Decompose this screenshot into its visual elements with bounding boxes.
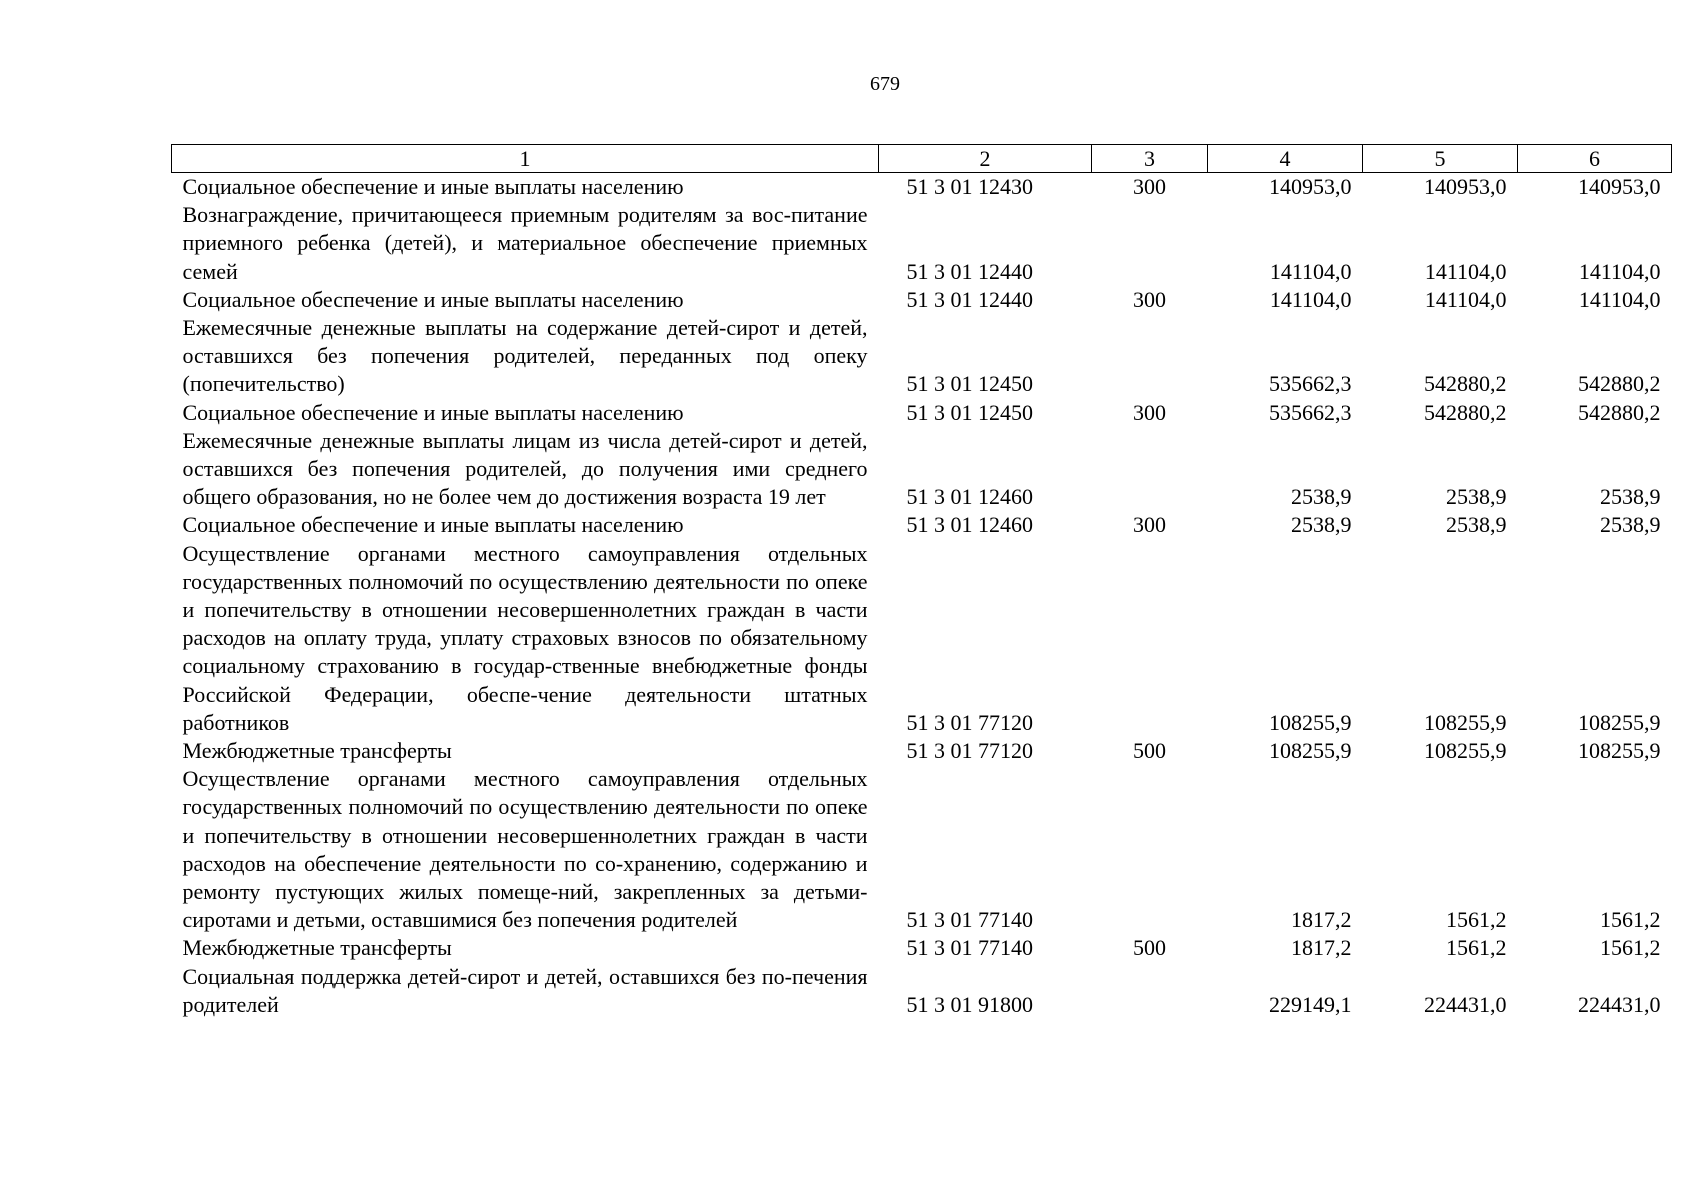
- row-name: Социальное обеспечение и иные выплаты населению: [182, 512, 684, 538]
- row-value-6: 1561,2: [1600, 935, 1661, 961]
- row-value-4: 141104,0: [1269, 286, 1352, 312]
- row-name: Межбюджетные трансферты: [182, 738, 452, 764]
- row-code: 51 3 01 77120: [906, 738, 1033, 764]
- row-code: 51 3 01 77140: [906, 907, 1033, 933]
- page-number: 679: [870, 73, 900, 95]
- header-col-6: 6: [1518, 145, 1672, 173]
- row-code: 51 3 01 12460: [906, 484, 1033, 510]
- row-value-6: 140953,0: [1578, 174, 1661, 199]
- table-row: [172, 201, 1672, 286]
- row-value-5: 542880,2: [1424, 371, 1507, 397]
- row-value-4: 2538,9: [1291, 512, 1352, 538]
- row-value-5: 141104,0: [1424, 258, 1507, 284]
- row-value-5: 140953,0: [1424, 174, 1507, 199]
- header-col-2: 2: [879, 145, 1092, 173]
- row-type: [1092, 963, 1208, 1019]
- row-code: 51 3 01 77140: [906, 935, 1033, 961]
- budget-table: [171, 144, 1672, 1019]
- row-value-4: 141104,0: [1269, 258, 1352, 284]
- header-col-4: 4: [1208, 145, 1363, 173]
- row-type: 300: [1133, 286, 1166, 312]
- row-value-4: 2538,9: [1291, 484, 1352, 510]
- row-type: [1092, 765, 1208, 934]
- row-value-5: 1561,2: [1446, 935, 1507, 961]
- table-row: [172, 286, 1672, 314]
- table-row: [172, 511, 1672, 539]
- row-code: 51 3 01 12440: [906, 286, 1033, 312]
- row-code: 51 3 01 12450: [906, 399, 1033, 425]
- table-row: [172, 427, 1672, 512]
- row-type: [1092, 427, 1208, 512]
- row-value-6: 108255,9: [1578, 738, 1661, 764]
- row-value-4: 140953,0: [1269, 174, 1352, 199]
- row-type: [1092, 201, 1208, 286]
- row-code: 51 3 01 12460: [906, 512, 1033, 538]
- row-name: Социальное обеспечение и иные выплаты населению: [182, 286, 684, 312]
- row-type: 300: [1133, 399, 1166, 425]
- row-value-4: 229149,1: [1269, 991, 1352, 1017]
- row-code: 51 3 01 12440: [906, 258, 1033, 284]
- row-value-5: 108255,9: [1424, 709, 1507, 735]
- row-value-6: 542880,2: [1578, 371, 1661, 397]
- row-value-5: 108255,9: [1424, 738, 1507, 764]
- row-value-4: 1817,2: [1291, 935, 1352, 961]
- row-code: 51 3 01 12450: [906, 371, 1033, 397]
- row-name: Ежемесячные денежные выплаты на содержание детей-сирот и детей, оставшихся без попечения родителей, переданных под опеку (попечительство): [182, 315, 868, 397]
- header-col-3: 3: [1092, 145, 1208, 173]
- table-row: [172, 314, 1672, 399]
- row-value-5: 1561,2: [1446, 907, 1507, 933]
- row-name: Осуществление органами местного самоуправления отдельных государственных полномочий по осуществлению деятельности по опеке и попечительству в отношении несовершеннолетних граждан в части расходов на обеспечение деятельности по со-хранению, содержанию и ремонту пустующих жилых помеще-ний, закрепленных за детьми-сиротами и детьми, оставшимися без попечения родителей: [182, 766, 868, 933]
- row-code: 51 3 01 12430: [906, 174, 1033, 199]
- header-row: [172, 145, 1672, 173]
- row-value-5: 141104,0: [1424, 286, 1507, 312]
- row-type: 300: [1133, 174, 1166, 199]
- row-type: 500: [1133, 738, 1166, 764]
- row-value-6: 2538,9: [1600, 484, 1661, 510]
- row-value-6: 224431,0: [1578, 991, 1661, 1017]
- row-value-6: 141104,0: [1578, 286, 1661, 312]
- row-value-4: 535662,3: [1269, 399, 1352, 425]
- table-row: [172, 934, 1672, 962]
- row-type: 500: [1133, 935, 1166, 961]
- row-name: Социальное обеспечение и иные выплаты населению: [182, 174, 684, 199]
- row-value-4: 108255,9: [1269, 709, 1352, 735]
- row-name: Социальное обеспечение и иные выплаты населению: [182, 399, 684, 425]
- table-row: [172, 737, 1672, 765]
- row-type: [1092, 540, 1208, 737]
- row-code: 51 3 01 77120: [906, 709, 1033, 735]
- row-name: Вознаграждение, причитающееся приемным родителям за вос-питание приемного ребенка (детей), и материальное обеспечение приемных семей: [182, 202, 868, 284]
- row-value-6: 1561,2: [1600, 907, 1661, 933]
- row-value-4: 1817,2: [1291, 907, 1352, 933]
- header-col-1: 1: [172, 145, 879, 173]
- row-value-6: 108255,9: [1578, 709, 1661, 735]
- row-value-5: 542880,2: [1424, 399, 1507, 425]
- row-value-4: 108255,9: [1269, 738, 1352, 764]
- row-value-6: 542880,2: [1578, 399, 1661, 425]
- row-name: Межбюджетные трансферты: [182, 935, 452, 961]
- row-value-4: 535662,3: [1269, 371, 1352, 397]
- row-value-5: 2538,9: [1446, 484, 1507, 510]
- row-name: Ежемесячные денежные выплаты лицам из числа детей-сирот и детей, оставшихся без попечения родителей, до получения ими среднего общего образования, но не более чем до достижения возраста 19 лет: [182, 427, 868, 510]
- row-value-6: 2538,9: [1600, 512, 1661, 538]
- row-type: [1092, 314, 1208, 399]
- table-row: [172, 963, 1672, 1019]
- table-row: [172, 399, 1672, 427]
- header-col-5: 5: [1363, 145, 1518, 173]
- row-name: Осуществление органами местного самоуправления отдельных государственных полномочий по осуществлению деятельности по опеке и попечительству в отношении несовершеннолетних граждан в части расходов на оплату труда, уплату страховых взносов по обязательному социальному страхованию в государ-ственные внебюджетные фонды Российской Федерации, обеспе-чение деятельности штатных работников: [182, 540, 868, 735]
- table-row: [172, 540, 1672, 737]
- row-value-6: 141104,0: [1578, 258, 1661, 284]
- row-value-5: 2538,9: [1446, 512, 1507, 538]
- table-row: [172, 765, 1672, 934]
- row-name: Социальная поддержка детей-сирот и детей, оставшихся без по-печения родителей: [182, 963, 868, 1017]
- table-row: [172, 173, 1672, 202]
- row-code: 51 3 01 91800: [906, 991, 1033, 1017]
- row-value-5: 224431,0: [1424, 991, 1507, 1017]
- row-type: 300: [1133, 512, 1166, 538]
